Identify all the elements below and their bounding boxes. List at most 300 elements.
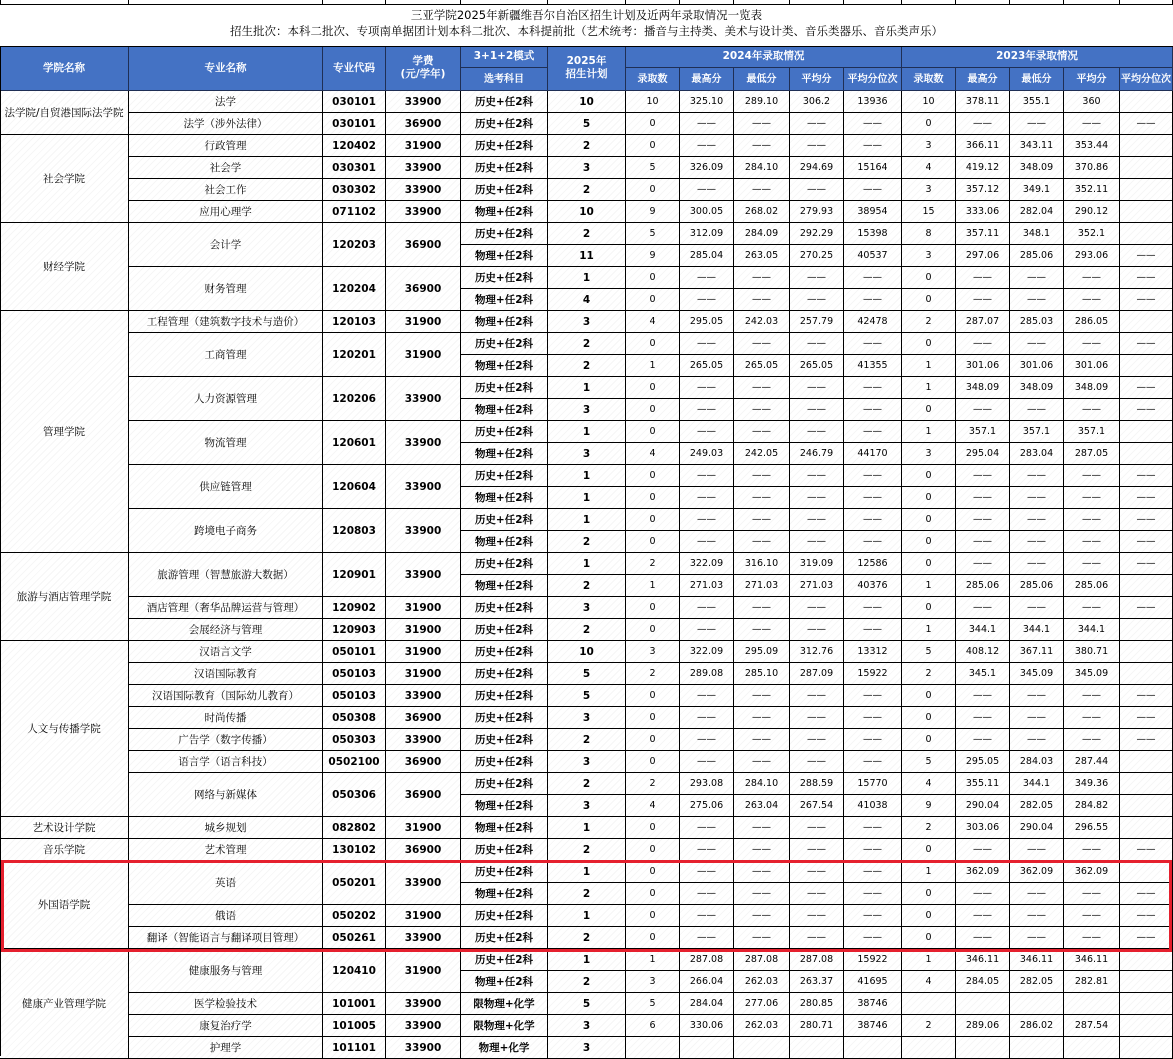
- college-name: 管理学院: [0, 311, 129, 553]
- stat-2023: 355.11: [956, 773, 1010, 795]
- stat-2023: ——: [1010, 399, 1064, 421]
- stat-2024: ——: [844, 729, 902, 751]
- major-code: 050303: [323, 729, 386, 751]
- stat-2024: ——: [680, 729, 734, 751]
- stat-2024: ——: [790, 905, 844, 927]
- subject-requirement: 物理+任2科: [461, 399, 548, 421]
- stat-2023: 9: [902, 795, 956, 817]
- stat-2024: 292.29: [790, 223, 844, 245]
- stat-2023: 285.06: [1010, 575, 1064, 597]
- stat-2023: 0: [902, 707, 956, 729]
- stat-2023: ——: [1010, 905, 1064, 927]
- stat-2023: ——: [1064, 509, 1120, 531]
- major-fee: 33900: [386, 729, 461, 751]
- major-fee: 33900: [386, 157, 461, 179]
- major-fee: 36900: [386, 707, 461, 729]
- plan-2025: 1: [548, 817, 626, 839]
- stat-2024: 3: [626, 641, 680, 663]
- stat-2024: 38746: [844, 993, 902, 1015]
- stat-2024: ——: [680, 905, 734, 927]
- stat-2023: ——: [1064, 597, 1120, 619]
- stat-2024: 277.06: [734, 993, 790, 1015]
- stat-2023: 0: [902, 685, 956, 707]
- major-name: 网络与新媒体: [129, 773, 323, 817]
- subject-requirement: 物理+任2科: [461, 487, 548, 509]
- plan-2025: 2: [548, 883, 626, 905]
- header-fee: 学费 (元/学年): [386, 46, 461, 91]
- stat-2023: 0: [902, 729, 956, 751]
- stat-2023: ——: [956, 883, 1010, 905]
- stat-2023: 355.1: [1010, 91, 1064, 113]
- stat-2024: ——: [790, 597, 844, 619]
- stat-2023: ——: [1120, 597, 1173, 619]
- stat-2024: 268.02: [734, 201, 790, 223]
- plan-2025: 2: [548, 135, 626, 157]
- stat-2024: 246.79: [790, 443, 844, 465]
- subject-requirement: 物理+任2科: [461, 883, 548, 905]
- stat-2024: ——: [734, 289, 790, 311]
- stat-2024: ——: [680, 597, 734, 619]
- stat-2023: 378.11: [956, 91, 1010, 113]
- major-code: 050261: [323, 927, 386, 949]
- major-code: 120402: [323, 135, 386, 157]
- major-name: 汉语国际教育: [129, 663, 323, 685]
- stat-2023: 0: [902, 509, 956, 531]
- stat-2023: 357.11: [956, 223, 1010, 245]
- stat-2023: ——: [1120, 245, 1173, 267]
- stat-2023: ——: [1010, 927, 1064, 949]
- stat-2024: ——: [790, 333, 844, 355]
- header-college: 学院名称: [0, 46, 129, 91]
- stat-2023: 345.09: [1064, 663, 1120, 685]
- major-fee: 33900: [386, 1015, 461, 1037]
- plan-2025: 3: [548, 157, 626, 179]
- major-code: 120206: [323, 377, 386, 421]
- stat-2024: 0: [626, 905, 680, 927]
- stat-2023: 380.71: [1064, 641, 1120, 663]
- stat-2023: 282.81: [1064, 971, 1120, 993]
- stat-2023: [1120, 355, 1173, 377]
- header-2023-stat: 平均分位次: [1120, 68, 1173, 91]
- plan-2025: 3: [548, 311, 626, 333]
- stat-2024: ——: [734, 861, 790, 883]
- stat-2024: ——: [680, 509, 734, 531]
- stat-2023: [956, 993, 1010, 1015]
- stat-2023: 2: [902, 311, 956, 333]
- stat-2024: 2: [626, 663, 680, 685]
- stat-2024: 270.25: [790, 245, 844, 267]
- subject-requirement: 物理+任2科: [461, 443, 548, 465]
- stat-2023: 344.1: [1010, 619, 1064, 641]
- major-name: 应用心理学: [129, 201, 323, 223]
- stat-2024: ——: [790, 135, 844, 157]
- major-name: 翻译（智能语言与翻译项目管理）: [129, 927, 323, 949]
- subject-requirement: 物理+任2科: [461, 971, 548, 993]
- sheet-top-border: [0, 0, 1173, 5]
- stat-2023: 10: [902, 91, 956, 113]
- stat-2024: ——: [844, 135, 902, 157]
- stat-2023: 348.09: [1064, 377, 1120, 399]
- stat-2023: ——: [1064, 553, 1120, 575]
- stat-2024: ——: [680, 883, 734, 905]
- stat-2023: 290.12: [1064, 201, 1120, 223]
- plan-2025: 4: [548, 289, 626, 311]
- stat-2023: 0: [902, 465, 956, 487]
- stat-2023: ——: [1120, 685, 1173, 707]
- stat-2023: [1120, 619, 1173, 641]
- major-fee: 33900: [386, 377, 461, 421]
- stat-2023: 0: [902, 113, 956, 135]
- stat-2023: ——: [1010, 333, 1064, 355]
- major-code: 082802: [323, 817, 386, 839]
- stat-2024: [734, 1037, 790, 1059]
- subject-requirement: 历史+任2科: [461, 157, 548, 179]
- stat-2024: 0: [626, 333, 680, 355]
- stat-2024: ——: [680, 289, 734, 311]
- major-code: 120902: [323, 597, 386, 619]
- plan-2025: 3: [548, 597, 626, 619]
- stat-2024: ——: [680, 113, 734, 135]
- stat-2024: 0: [626, 597, 680, 619]
- stat-2023: 282.05: [1010, 971, 1064, 993]
- stat-2024: ——: [790, 267, 844, 289]
- stat-2023: 0: [902, 289, 956, 311]
- stat-2023: [1010, 993, 1064, 1015]
- plan-2025: 3: [548, 399, 626, 421]
- stat-2023: 1: [902, 377, 956, 399]
- stat-2023: 0: [902, 267, 956, 289]
- stat-2023: ——: [1120, 113, 1173, 135]
- stat-2023: [1120, 157, 1173, 179]
- stat-2023: ——: [956, 729, 1010, 751]
- stat-2024: ——: [734, 597, 790, 619]
- subject-requirement: 限物理+化学: [461, 993, 548, 1015]
- stat-2023: 0: [902, 487, 956, 509]
- plan-2025: 1: [548, 949, 626, 971]
- stat-2024: ——: [790, 883, 844, 905]
- stat-2024: 316.10: [734, 553, 790, 575]
- stat-2023: ——: [956, 289, 1010, 311]
- stat-2023: 8: [902, 223, 956, 245]
- stat-2023: [1120, 1037, 1173, 1059]
- stat-2024: 41038: [844, 795, 902, 817]
- stat-2024: ——: [734, 839, 790, 861]
- major-code: 030301: [323, 157, 386, 179]
- major-name: 广告学（数字传播）: [129, 729, 323, 751]
- major-name: 英语: [129, 861, 323, 905]
- stat-2024: ——: [680, 619, 734, 641]
- stat-2023: 343.11: [1010, 135, 1064, 157]
- plan-2025: 5: [548, 113, 626, 135]
- stat-2023: 370.86: [1064, 157, 1120, 179]
- stat-2024: ——: [790, 619, 844, 641]
- stat-2023: 0: [902, 839, 956, 861]
- major-code: 050308: [323, 707, 386, 729]
- stat-2024: 285.10: [734, 663, 790, 685]
- subject-requirement: 物理+任2科: [461, 795, 548, 817]
- major-name: 行政管理: [129, 135, 323, 157]
- plan-2025: 2: [548, 729, 626, 751]
- stat-2024: 267.54: [790, 795, 844, 817]
- stat-2023: [902, 993, 956, 1015]
- plan-2025: 11: [548, 245, 626, 267]
- stat-2023: 0: [902, 399, 956, 421]
- stat-2023: ——: [956, 465, 1010, 487]
- plan-2025: 2: [548, 927, 626, 949]
- major-code: 120201: [323, 333, 386, 377]
- header-2024-stat: 平均分: [790, 68, 844, 91]
- major-code: 0502100: [323, 751, 386, 773]
- major-name: 社会工作: [129, 179, 323, 201]
- stat-2024: ——: [734, 465, 790, 487]
- stat-2023: 2: [902, 663, 956, 685]
- stat-2023: 290.04: [1010, 817, 1064, 839]
- stat-2024: 287.09: [790, 663, 844, 685]
- stat-2024: ——: [790, 729, 844, 751]
- stat-2023: 5: [902, 641, 956, 663]
- stat-2024: ——: [734, 531, 790, 553]
- header-2024-stat: 最低分: [734, 68, 790, 91]
- stat-2023: 348.09: [1010, 377, 1064, 399]
- major-code: 101005: [323, 1015, 386, 1037]
- stat-2024: ——: [844, 839, 902, 861]
- stat-2024: 1: [626, 575, 680, 597]
- stat-2024: 289.08: [680, 663, 734, 685]
- stat-2023: ——: [956, 509, 1010, 531]
- subject-requirement: 历史+任2科: [461, 465, 548, 487]
- stat-2024: ——: [680, 707, 734, 729]
- college-name: 健康产业管理学院: [0, 949, 129, 1059]
- stat-2023: 284.82: [1064, 795, 1120, 817]
- major-name: 供应链管理: [129, 465, 323, 509]
- stat-2023: 287.07: [956, 311, 1010, 333]
- stat-2023: [1010, 1037, 1064, 1059]
- stat-2024: ——: [680, 487, 734, 509]
- plan-2025: 1: [548, 487, 626, 509]
- stat-2023: 287.05: [1064, 443, 1120, 465]
- stat-2024: 0: [626, 707, 680, 729]
- stat-2024: ——: [790, 421, 844, 443]
- stat-2023: 367.11: [1010, 641, 1064, 663]
- stat-2023: 295.04: [956, 443, 1010, 465]
- subject-requirement: 物理+任2科: [461, 201, 548, 223]
- major-code: 120604: [323, 465, 386, 509]
- major-fee: 31900: [386, 597, 461, 619]
- header-2023-stat: 平均分: [1064, 68, 1120, 91]
- major-code: 120803: [323, 509, 386, 553]
- major-code: 120204: [323, 267, 386, 311]
- stat-2024: ——: [844, 509, 902, 531]
- major-fee: 36900: [386, 773, 461, 817]
- stat-2024: 287.08: [790, 949, 844, 971]
- plan-2025: 1: [548, 905, 626, 927]
- stat-2024: ——: [734, 113, 790, 135]
- stat-2024: 280.71: [790, 1015, 844, 1037]
- major-name: 酒店管理（奢华品牌运营与管理）: [129, 597, 323, 619]
- subject-requirement: 历史+任2科: [461, 773, 548, 795]
- stat-2023: ——: [956, 553, 1010, 575]
- stat-2023: ——: [956, 333, 1010, 355]
- stat-2023: 1: [902, 421, 956, 443]
- stat-2023: [1120, 971, 1173, 993]
- stat-2024: 262.03: [734, 971, 790, 993]
- stat-2024: 0: [626, 729, 680, 751]
- stat-2023: 352.1: [1064, 223, 1120, 245]
- stat-2023: ——: [1120, 333, 1173, 355]
- plan-2025: 3: [548, 1015, 626, 1037]
- stat-2024: ——: [734, 817, 790, 839]
- stat-2023: ——: [1010, 531, 1064, 553]
- major-fee: 31900: [386, 135, 461, 157]
- stat-2023: ——: [956, 113, 1010, 135]
- major-name: 时尚传播: [129, 707, 323, 729]
- stat-2024: 0: [626, 531, 680, 553]
- stat-2023: 348.1: [1010, 223, 1064, 245]
- stat-2023: 357.1: [1010, 421, 1064, 443]
- stat-2024: 44170: [844, 443, 902, 465]
- stat-2024: ——: [680, 377, 734, 399]
- stat-2023: [1120, 421, 1173, 443]
- major-fee: 31900: [386, 311, 461, 333]
- stat-2024: 249.03: [680, 443, 734, 465]
- stat-2024: 0: [626, 685, 680, 707]
- college-name: 人文与传播学院: [0, 641, 129, 817]
- stat-2023: 284.03: [1010, 751, 1064, 773]
- stat-2024: ——: [844, 377, 902, 399]
- header-2023-stat: 录取数: [902, 68, 956, 91]
- college-name: 艺术设计学院: [0, 817, 129, 839]
- stat-2024: 326.09: [680, 157, 734, 179]
- stat-2023: 293.06: [1064, 245, 1120, 267]
- stat-2023: ——: [1010, 839, 1064, 861]
- stat-2024: 284.04: [680, 993, 734, 1015]
- stat-2023: 296.55: [1064, 817, 1120, 839]
- subject-requirement: 物理+任2科: [461, 311, 548, 333]
- stat-2024: ——: [680, 927, 734, 949]
- stat-2023: 353.44: [1064, 135, 1120, 157]
- stat-2024: ——: [680, 179, 734, 201]
- stat-2024: 287.08: [680, 949, 734, 971]
- major-code: 050103: [323, 685, 386, 707]
- major-fee: 33900: [386, 465, 461, 509]
- plan-2025: 2: [548, 575, 626, 597]
- stat-2023: ——: [1064, 707, 1120, 729]
- stat-2023: ——: [1064, 685, 1120, 707]
- stat-2023: 349.1: [1010, 179, 1064, 201]
- stat-2024: ——: [680, 421, 734, 443]
- subject-requirement: 历史+任2科: [461, 597, 548, 619]
- major-name: 工商管理: [129, 333, 323, 377]
- stat-2023: 5: [902, 751, 956, 773]
- stat-2024: 295.05: [680, 311, 734, 333]
- stat-2024: 0: [626, 179, 680, 201]
- stat-2024: 9: [626, 245, 680, 267]
- major-code: 050103: [323, 663, 386, 685]
- stat-2023: 362.09: [1064, 861, 1120, 883]
- plan-2025: 1: [548, 861, 626, 883]
- stat-2024: 271.03: [734, 575, 790, 597]
- plan-2025: 3: [548, 443, 626, 465]
- stat-2024: 6: [626, 1015, 680, 1037]
- stat-2024: 263.05: [734, 245, 790, 267]
- major-code: 120901: [323, 553, 386, 597]
- stat-2024: ——: [844, 267, 902, 289]
- stat-2024: ——: [790, 817, 844, 839]
- stat-2023: ——: [1064, 927, 1120, 949]
- stat-2024: 5: [626, 157, 680, 179]
- stat-2023: 349.36: [1064, 773, 1120, 795]
- stat-2024: 41355: [844, 355, 902, 377]
- stat-2024: ——: [734, 927, 790, 949]
- stat-2023: 285.03: [1010, 311, 1064, 333]
- stat-2024: ——: [844, 861, 902, 883]
- stat-2023: ——: [1120, 487, 1173, 509]
- stat-2024: ——: [734, 179, 790, 201]
- stat-2024: 263.37: [790, 971, 844, 993]
- stat-2023: ——: [1120, 729, 1173, 751]
- stat-2024: 15164: [844, 157, 902, 179]
- stat-2024: ——: [734, 135, 790, 157]
- stat-2023: 362.09: [1010, 861, 1064, 883]
- stat-2024: 0: [626, 421, 680, 443]
- stat-2024: ——: [790, 377, 844, 399]
- subject-requirement: 历史+任2科: [461, 135, 548, 157]
- major-name: 汉语言文学: [129, 641, 323, 663]
- stat-2024: 2: [626, 773, 680, 795]
- stat-2023: 297.06: [956, 245, 1010, 267]
- stat-2024: 4: [626, 311, 680, 333]
- stat-2024: 0: [626, 377, 680, 399]
- stat-2024: 271.03: [790, 575, 844, 597]
- stat-2024: 0: [626, 619, 680, 641]
- major-fee: 31900: [386, 641, 461, 663]
- stat-2024: 242.03: [734, 311, 790, 333]
- plan-2025: 10: [548, 201, 626, 223]
- stat-2024: 1: [626, 949, 680, 971]
- stat-2023: ——: [1010, 553, 1064, 575]
- stat-2024: ——: [844, 179, 902, 201]
- college-name: 旅游与酒店管理学院: [0, 553, 129, 641]
- stat-2024: 10: [626, 91, 680, 113]
- stat-2023: ——: [1120, 553, 1173, 575]
- stat-2024: 262.03: [734, 1015, 790, 1037]
- stat-2023: [1120, 443, 1173, 465]
- major-fee: 33900: [386, 201, 461, 223]
- plan-2025: 1: [548, 465, 626, 487]
- stat-2024: 13936: [844, 91, 902, 113]
- stat-2024: 265.05: [734, 355, 790, 377]
- major-fee: 33900: [386, 685, 461, 707]
- major-code: 050306: [323, 773, 386, 817]
- stat-2024: 0: [626, 861, 680, 883]
- subject-requirement: 历史+任2科: [461, 267, 548, 289]
- stat-2024: 330.06: [680, 1015, 734, 1037]
- stat-2023: ——: [1120, 927, 1173, 949]
- stat-2023: [1120, 575, 1173, 597]
- stat-2023: 3: [902, 443, 956, 465]
- major-name: 物流管理: [129, 421, 323, 465]
- stat-2024: [680, 1037, 734, 1059]
- stat-2023: 15: [902, 201, 956, 223]
- stat-2024: 15770: [844, 773, 902, 795]
- stat-2023: ——: [1120, 399, 1173, 421]
- stat-2024: 319.09: [790, 553, 844, 575]
- stat-2023: ——: [1064, 883, 1120, 905]
- stat-2023: ——: [1010, 289, 1064, 311]
- stat-2023: ——: [1010, 729, 1064, 751]
- stat-2024: ——: [790, 685, 844, 707]
- stat-2024: ——: [790, 289, 844, 311]
